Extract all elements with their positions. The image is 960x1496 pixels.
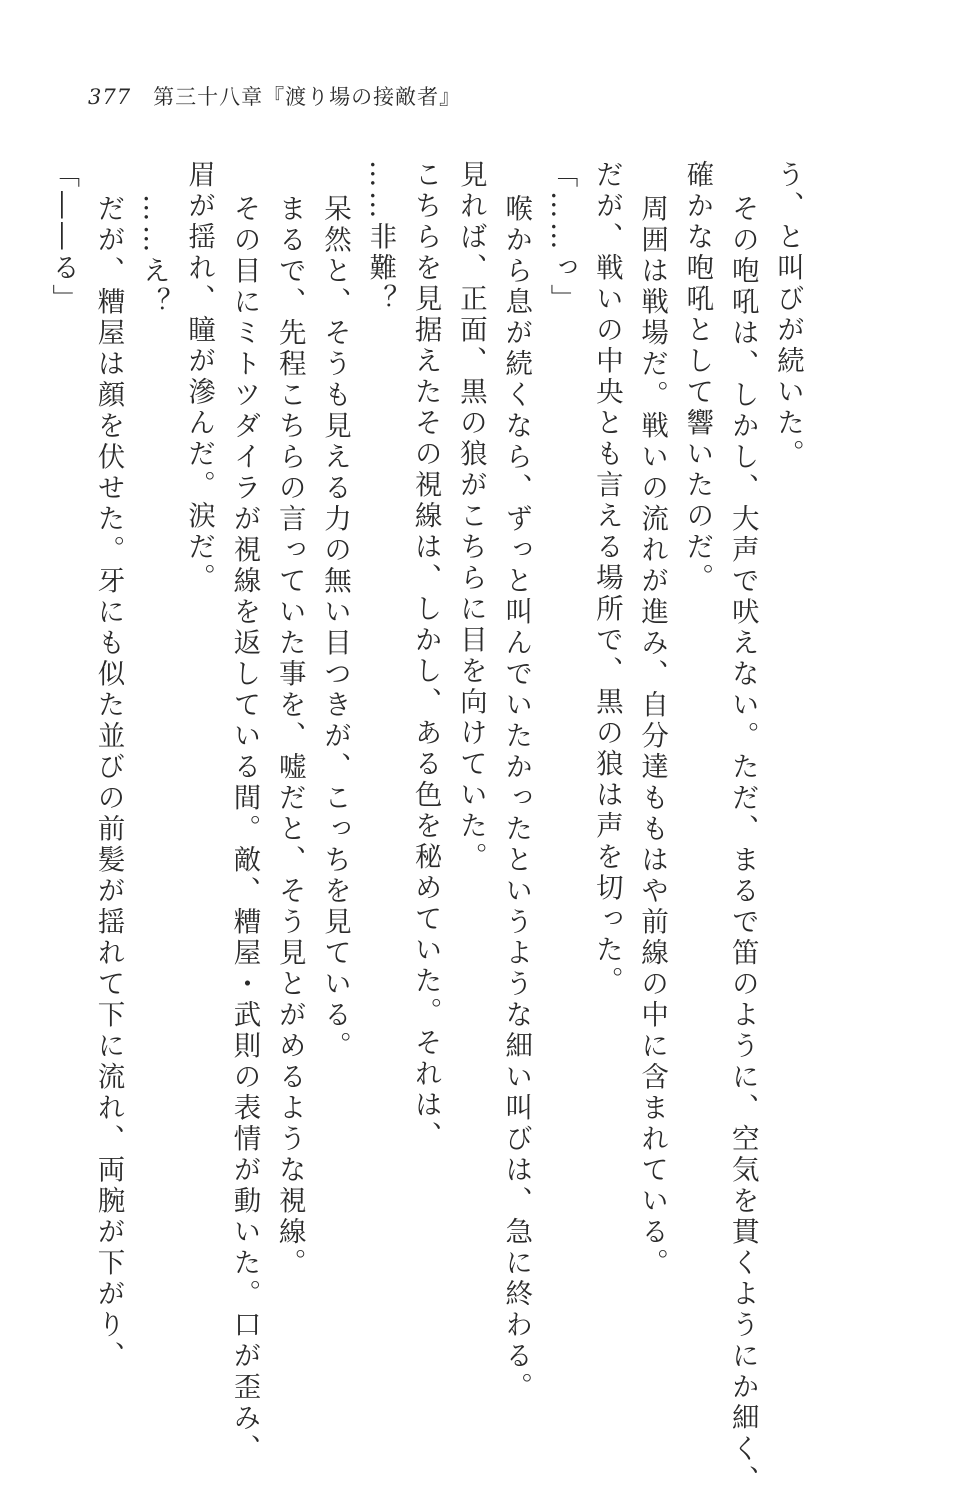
chapter-title: 第三十八章『渡り場の接敵者』 (153, 85, 462, 109)
text-line: 呆然と、そうも見える力の無い目つきが、こっちを見ている。 (319, 194, 352, 1062)
text-line: 「――る」 (47, 160, 80, 315)
text-line: その目にミトツダイラが視線を返している間。敵、糟屋・武則の表情が動いた。口が歪み、 (228, 194, 261, 1465)
text-line: う、と叫びが続いた。 (772, 160, 804, 470)
text-line: 確かな咆吼として響いたのだ。 (681, 160, 714, 594)
running-header (88, 84, 461, 110)
text-line: 周囲は戦場だ。戦いの流れが進み、自分達ももはや前線の中に含まれている。 (636, 194, 669, 1279)
text-line: ……え？ (137, 194, 170, 318)
text-line: その咆吼は、しかし、大声で吠えない。ただ、まるで笛のように、空気を貫くようにか細く、 (726, 194, 759, 1496)
page-number: 377 (88, 85, 132, 109)
text-line: 「……っ」 (545, 160, 578, 315)
text-line: だが、戦いの中央とも言える場所で、黒の狼は声を切った。 (590, 160, 623, 997)
text-line: だが、糟屋は顔を伏せた。牙にも似た並びの前髪が揺れて下に流れ、両腕が下がり、 (92, 194, 125, 1372)
text-line: まるで、先程こちらの言っていた事を、嘘だと、そう見とがめるような視線。 (273, 194, 306, 1279)
text-line: 見れば、正面、黒の狼がこちらに目を向けていた。 (454, 160, 487, 873)
text-line: ……非難？ (364, 160, 397, 315)
text-line: こちらを見据えたその視線は、しかし、ある色を秘めていた。それは、 (409, 160, 442, 1152)
text-line: 眉が揺れ、瞳が滲んだ。涙だ。 (183, 160, 216, 594)
vertical-text-body (40, 160, 810, 1496)
text-line: 喉から息が続くなら、ずっと叫んでいたかったというような細い叫びは、急に終わる。 (500, 194, 533, 1403)
